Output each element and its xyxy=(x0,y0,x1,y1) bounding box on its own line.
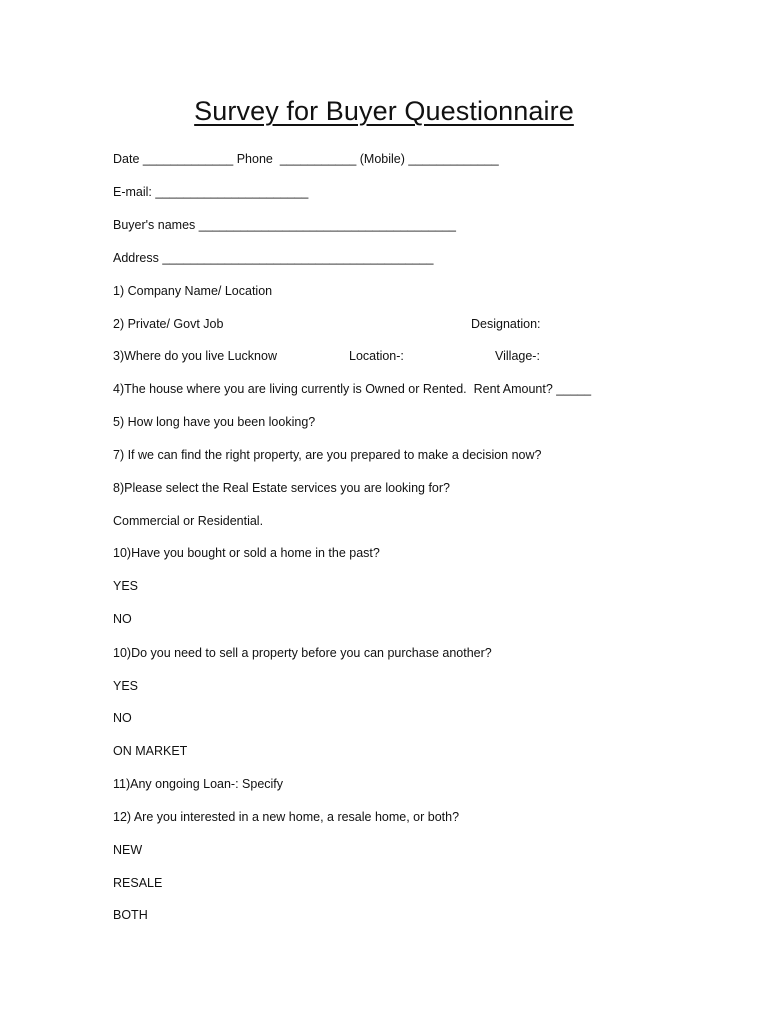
option-no: NO xyxy=(113,711,132,725)
question-10-sell-before-purchase: 10)Do you need to sell a property before you can purchase another? xyxy=(113,646,492,660)
question-7-decision: 7) If we can find the right property, are you prepared to make a decision now? xyxy=(113,448,542,462)
option-both: BOTH xyxy=(113,908,148,922)
question-8-options: Commercial or Residential. xyxy=(113,514,264,528)
email-line: E-mail: ______________________ xyxy=(113,185,309,199)
option-on-market: ON MARKET xyxy=(113,744,188,758)
question-12-home-type: 12) Are you interested in a new home, a resale home, or both? xyxy=(113,810,460,824)
designation-label: Designation: xyxy=(471,317,541,331)
question-8-services: 8)Please select the Real Estate services you are looking for? xyxy=(113,481,450,495)
address-line: Address _______________________________________ xyxy=(113,251,434,265)
option-resale: RESALE xyxy=(113,876,163,890)
village-label: Village-: xyxy=(495,349,540,363)
option-no: NO xyxy=(113,612,132,626)
question-4-house-ownership: 4)The house where you are living currently is Owned or Rented. Rent Amount? _____ xyxy=(113,382,592,396)
page-title: Survey for Buyer Questionnaire xyxy=(194,96,574,126)
question-5-looking-duration: 5) How long have you been looking? xyxy=(113,415,316,429)
date-phone-mobile-line: Date _____________ Phone ___________ (Mobile) _____________ xyxy=(113,152,499,166)
question-10-bought-sold: 10)Have you bought or sold a home in the past? xyxy=(113,546,380,560)
option-yes: YES xyxy=(113,579,139,593)
option-new: NEW xyxy=(113,843,143,857)
option-yes: YES xyxy=(113,679,139,693)
question-3-residence: 3)Where do you live Lucknow xyxy=(113,349,277,363)
question-2-job-type: 2) Private/ Govt Job xyxy=(113,317,224,331)
question-1-company: 1) Company Name/ Location xyxy=(113,284,273,298)
buyers-names-line: Buyer's names _____________________________________ xyxy=(113,218,456,232)
question-11-loan: 11)Any ongoing Loan-: Specify xyxy=(113,777,284,791)
location-label: Location-: xyxy=(349,349,404,363)
